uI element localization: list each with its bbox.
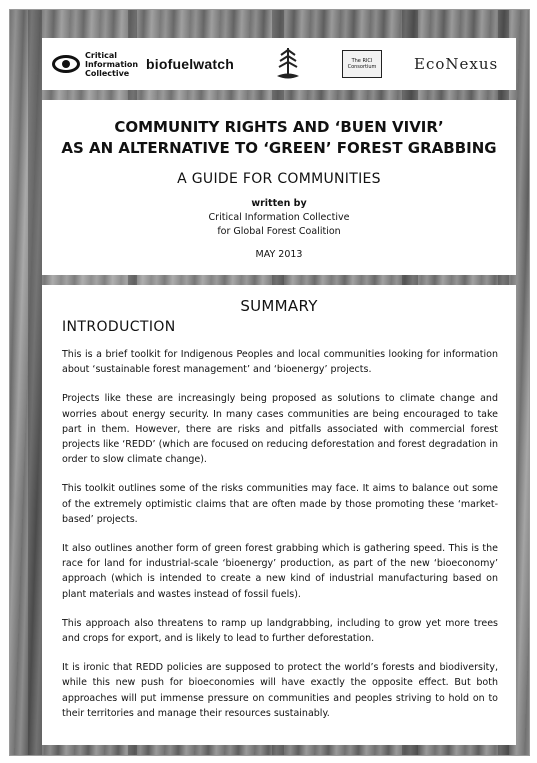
global-forest-coalition-logo: [274, 38, 302, 90]
paragraph: It also outlines another form of green forest grabbing which is gathering speed. This is the race for land for industrial-scale ‘bioenergy’ production, as part of the new ‘bioeconomy’ approach (which is intended to create a new kind of industrial manufacturing based on plant materials and wastes instead of fossil fuels).: [62, 543, 498, 600]
paragraph: This toolkit outlines some of the risks communities may face. It aims to balance out some of the extremely optimistic claims that are often made by those promoting these ‘market-based’ projects.: [62, 483, 498, 525]
paragraph: It is ironic that REDD policies are supposed to protect the world’s forests and biodiversity, while this new push for bioeconomies will have exactly the opposite effect. But both approaches will put immense pressure on communities and peoples striving to hold on to their territories and manage their resources sustainably.: [62, 662, 498, 719]
paragraph: This approach also threatens to ramp up landgrabbing, including to grow yet more trees and crops for export, and is likely to lead to further deforestation.: [62, 617, 498, 645]
title-block: [42, 100, 516, 275]
critical-information-collective-logo: [52, 38, 138, 90]
summary-block: [42, 285, 516, 745]
author-line-1: Critical Information Collective: [208, 212, 350, 223]
tree-trunk: [28, 10, 42, 755]
publication-date: MAY 2013: [255, 249, 303, 260]
eye-icon: [52, 55, 80, 73]
cic-logo-text: Critical Information Collective: [85, 50, 139, 78]
document-title: COMMUNITY RIGHTS AND ‘BUEN VIVIR’ AS AN ALTERNATIVE TO ‘GREEN’ FOREST GRABBING: [61, 118, 497, 157]
summary-heading: SUMMARY: [240, 297, 318, 315]
paragraph: Projects like these are increasingly being proposed as solutions to climate change and worries about energy security. In many cases communities are being encouraged to take part in them. However, there are risks and pitfalls associated with commercial forest projects like ‘REDD’ (which are focused on reducing deforestation and forest degradation in order to slow climate change).: [62, 393, 498, 466]
author-line-2: for Global Forest Coalition: [217, 226, 341, 237]
logo-bar: [42, 38, 516, 90]
introduction-heading: INTRODUCTION: [62, 319, 176, 335]
document-subtitle: A GUIDE FOR COMMUNITIES: [177, 171, 381, 187]
tree-icon: [274, 44, 302, 84]
econexus-logo: EcoNexus: [414, 55, 499, 73]
biofuelwatch-logo: biofuelwatch: [146, 56, 234, 72]
paragraph: This is a brief toolkit for Indigenous Peoples and local communities looking for information about ‘sustainable forest management’ and ‘bioenergy’ projects.: [62, 349, 498, 376]
document-page: [9, 9, 530, 756]
written-by-label: written by: [251, 198, 307, 209]
rici-consortium-logo: The RICI Consortium: [342, 38, 382, 90]
